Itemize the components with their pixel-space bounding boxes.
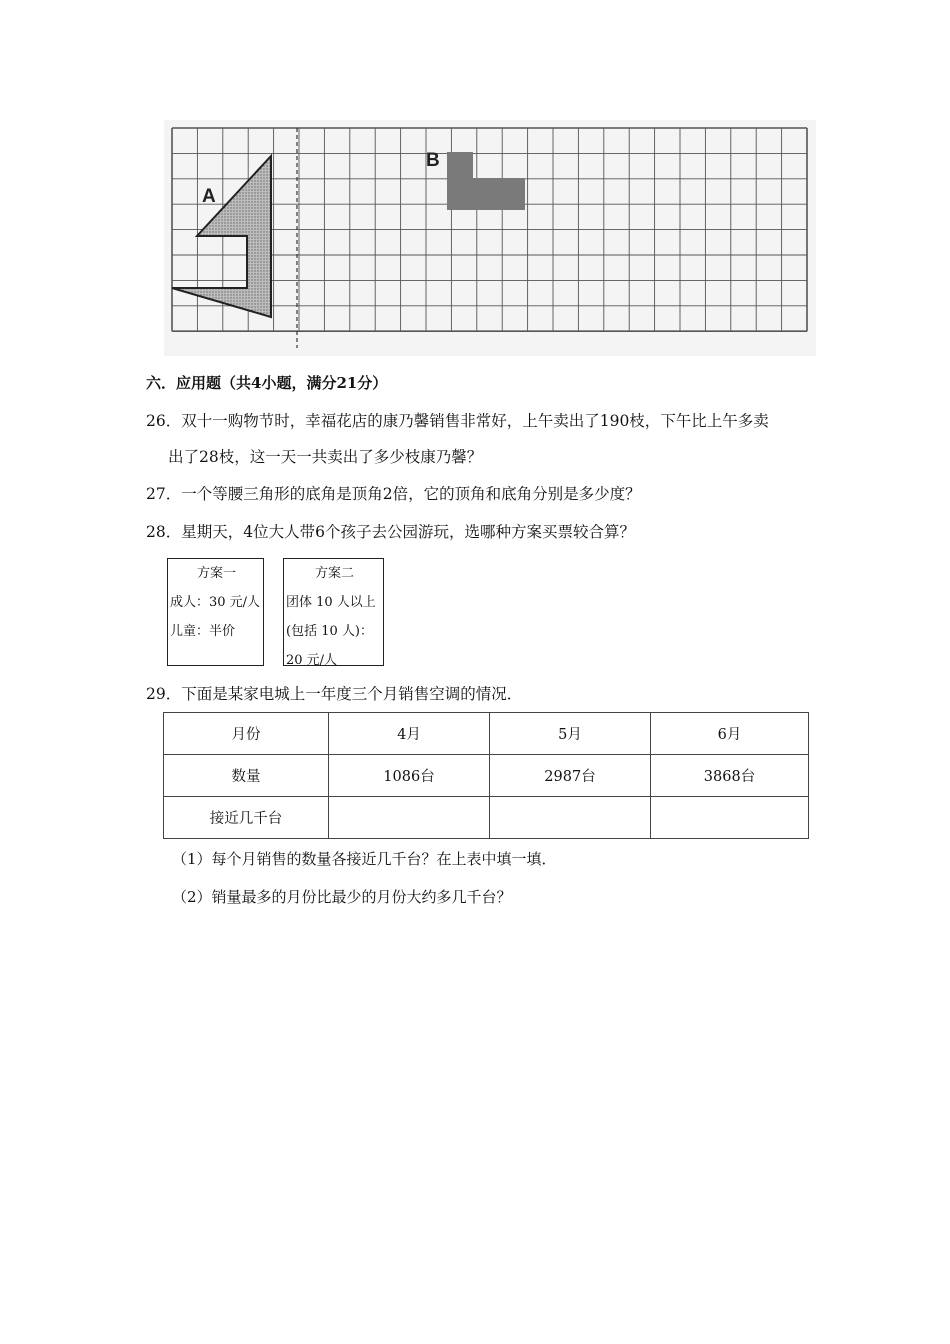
table-cell: 3868台 xyxy=(651,755,809,797)
table-cell: 接近几千台 xyxy=(164,797,329,839)
table-cell: 6月 xyxy=(651,713,809,755)
table-cell: 4月 xyxy=(329,713,490,755)
grid-figure xyxy=(164,120,816,356)
plan-two-line2: (包括 10 人)： xyxy=(286,624,373,639)
sales-table xyxy=(163,712,809,839)
question-29-sub1: （1）每个月销售的数量各接近几千台？在上表中填一填． xyxy=(172,850,557,868)
plan-one-title: 方案一 xyxy=(196,566,236,581)
table-cell: 2987台 xyxy=(490,755,651,797)
question-28: 28．星期天，4位大人带6个孩子去公园游玩，选哪种方案买票较合算？ xyxy=(146,523,635,541)
shape-a xyxy=(172,156,271,317)
plan-one-box xyxy=(167,558,264,666)
plan-two-title: 方案二 xyxy=(314,566,354,581)
plan-two-line3: 20 元/人 xyxy=(286,653,338,668)
table-cell: 数量 xyxy=(164,755,329,797)
table-row xyxy=(164,755,809,797)
grid-svg xyxy=(164,120,816,356)
table-cell: 1086台 xyxy=(329,755,490,797)
question-29-sub2: （2）销量最多的月份比最少的月份大约多几千台？ xyxy=(172,888,512,906)
plan-two-line1: 团体 10 人以上 xyxy=(286,595,376,610)
label-b: B xyxy=(426,150,440,171)
question-27: 27．一个等腰三角形的底角是顶角2倍，它的顶角和底角分别是多少度？ xyxy=(146,485,641,503)
table-row xyxy=(164,713,809,755)
question-26-line1: 26．双十一购物节时，幸福花店的康乃馨销售非常好，上午卖出了190枝，下午比上午多卖 xyxy=(146,412,769,430)
plan-one-adult: 成人：30 元/人 xyxy=(170,595,261,610)
table-cell: 月份 xyxy=(164,713,329,755)
shape-b xyxy=(447,152,525,210)
section-title: 六．应用题（共4小题，满分21分） xyxy=(146,374,388,392)
table-cell: 5月 xyxy=(490,713,651,755)
question-29: 29．下面是某家电城上一年度三个月销售空调的情况． xyxy=(146,685,523,703)
answer-cell[interactable] xyxy=(329,797,490,839)
answer-cell[interactable] xyxy=(651,797,809,839)
label-a: A xyxy=(202,186,216,207)
table-row xyxy=(164,797,809,839)
plan-two-box xyxy=(283,558,384,666)
plan-one-child: 儿童：半价 xyxy=(170,624,236,639)
answer-cell[interactable] xyxy=(490,797,651,839)
question-26-line2: 出了28枝，这一天一共卖出了多少枝康乃馨？ xyxy=(168,448,483,466)
